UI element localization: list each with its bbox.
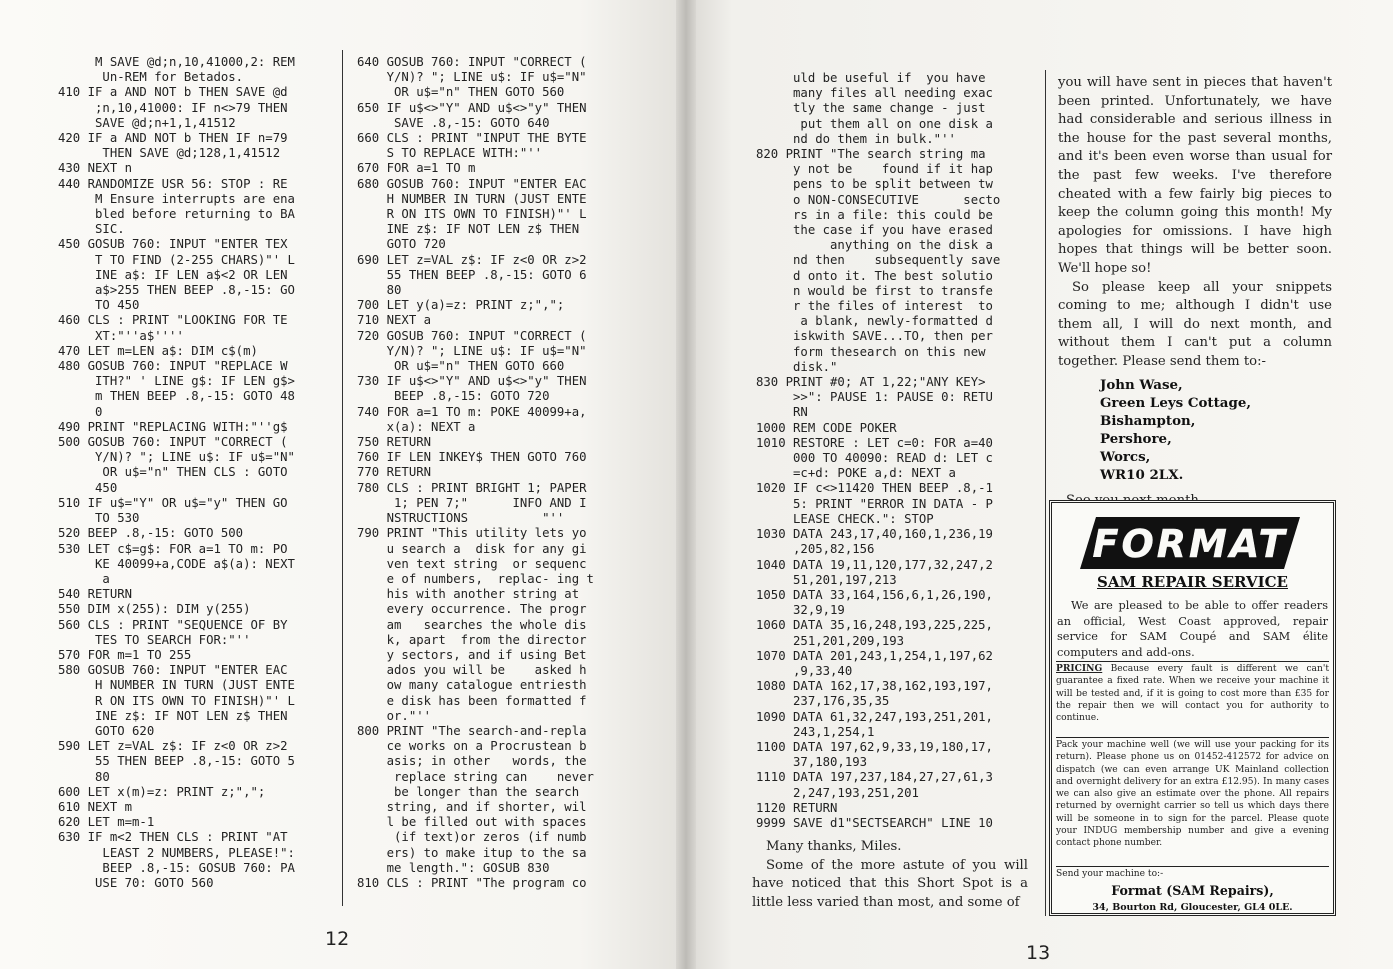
paragraph-2: you will have sent in pieces that haven't been printed. Unfortunately, we have had considerable and serious illness in the house for the past several months, and it's been even worse than usual for the past few weeks. I've therefore cheated with a few fairly big pieces to keep the column going this month! My apologies for omissions. I have high hopes that things will be better soon. We'll hope so! <box>1058 75 1332 276</box>
company-name: Format (SAM Repairs), <box>1111 883 1274 898</box>
format-logo <box>1078 515 1302 571</box>
address-line: Green Leys Cottage, <box>1100 394 1252 411</box>
page-number-right: 13 <box>1026 942 1051 964</box>
send-to-label: Send your machine to:- <box>1056 869 1164 879</box>
divider-rule <box>1056 866 1329 867</box>
address-line: John Wase, <box>1100 376 1183 393</box>
code-column-2: 640 GOSUB 760: INPUT "CORRECT ( Y/N)? "; LINE u$: IF u$="N" OR u$="n" THEN GOTO 560 650 IF u$<>"Y" AND u$<>"y" THEN SAVE .8,-15: GOTO 640 660 CLS : PRINT "INPUT THE BYTE S TO REPLACE WITH:"'' 670 FOR a=1 TO m 680 GOSUB 760: INPUT "ENTER EAC H NUMBER IN TURN (JUST ENTE R ON ITS OWN TO FINISH)"' L INE z$: IF NOT LEN z$ THEN GOTO 720 690 LET z=VAL z$: IF z<0 OR z>2 55 THEN BEEP .8,-15: GOTO 6 80 700 LET y(a)=z: PRINT z;","; 710 NEXT a 720 GOSUB 760: INPUT "CORRECT ( Y/N)? "; LINE u$: IF u$="N" OR u$="n" THEN GOTO 660 730 IF u$<>"Y" AND u$<>"y" THEN BEEP .8,-15: GOTO 720 740 FOR a=1 TO m: POKE 40099+a, x(a): NEXT a 750 RETURN 760 IF LEN INKEY$ THEN GOTO 760 770 RETURN 780 CLS : PRINT BRIGHT 1; PAPER 1; PEN 7;" INFO AND I NSTRUCTIONS "'' 790 PRINT "This utility lets yo u search a disk for any gi ven text string or sequenc e of numbers, replac- ing t his with another string at every occurrence. The progr am searches the whole dis k, apart from the director y sectors, and if using Bet ados you will be asked h ow many catalogue entriesth e disk has been formatted f or."'' 800 PRINT "The search-and-repla ce works on a Procrustean b asis; in other words, the replace string can never be longer than the search string, and if shorter, wil l be filled out with spaces (if text)or zeros (if numb ers) to make itup to the sa me length.": GOSUB 830 810 CLS : PRINT "The program co <box>357 55 594 890</box>
pricing-text: Because every fault is different we can't guarantee a fixed rate. When we receive your machine it will be tested and, if it is going to cost more than £35 for the repair then we will contact you for authority to continue. <box>1056 664 1329 724</box>
divider-rule <box>1056 737 1329 738</box>
address-line: Worcs, <box>1100 448 1151 465</box>
code-column-1: M SAVE @d;n,10,41000,2: REM Un-REM for Betados. 410 IF a AND NOT b THEN SAVE @d ;n,10,41000: IF n<>79 THEN SAVE @d;n+1,1,41512 420 IF a AND NOT b THEN IF n=79 THEN SAVE @d;128,1,41512 430 NEXT n 440 RANDOMIZE USR 56: STOP : RE M Ensure interrupts are ena bled before returning to BA SIC. 450 GOSUB 760: INPUT "ENTER TEX T TO FIND (2-255 CHARS)"' L INE a$: IF LEN a$<2 OR LEN a$>255 THEN BEEP .8,-15: GO TO 450 460 CLS : PRINT "LOOKING FOR TE XT:"''a$'''' 470 LET m=LEN a$: DIM c$(m) 480 GOSUB 760: INPUT "REPLACE W ITH?" ' LINE g$: IF LEN g$> m THEN BEEP .8,-15: GOTO 48 0 490 PRINT "REPLACING WITH:"''g$ 500 GOSUB 760: INPUT "CORRECT ( Y/N)? "; LINE u$: IF u$="N" OR u$="n" THEN CLS : GOTO 450 510 IF u$="Y" OR u$="y" THEN GO TO 530 520 BEEP .8,-15: GOTO 500 530 LET c$=g$: FOR a=1 TO m: PO KE 40099+a,CODE a$(a): NEXT a 540 RETURN 550 DIM x(255): DIM y(255) 560 CLS : PRINT "SEQUENCE OF BY TES TO SEARCH FOR:"'' 570 FOR m=1 TO 255 580 GOSUB 760: INPUT "ENTER EAC H NUMBER IN TURN (JUST ENTE R ON ITS OWN TO FINISH)"' L INE z$: IF NOT LEN z$ THEN GOTO 620 590 LET z=VAL z$: IF z<0 OR z>2 55 THEN BEEP .8,-15: GOTO 5 80 600 LET x(m)=z: PRINT z;","; 610 NEXT m 620 LET m=m-1 630 IF m<2 THEN CLS : PRINT "AT LEAST 2 NUMBERS, PLEASE!": BEEP .8,-15: GOSUB 760: PA USE 70: GOTO 560 <box>58 55 295 890</box>
column-divider-right <box>1045 70 1046 916</box>
format-repair-advert <box>1049 500 1336 916</box>
advert-intro-text: We are pleased to be able to offer readers an official, West Coast approved, repair service for SAM Coupé and SAM élite computers and add-ons. <box>1057 599 1328 659</box>
address-block <box>1100 376 1332 484</box>
advert-title: SAM REPAIR SERVICE <box>1097 573 1288 591</box>
divider-rule <box>1056 661 1329 662</box>
address-line: WR10 2LX. <box>1100 466 1184 483</box>
thanks-line: Many thanks, Miles. <box>766 839 902 854</box>
address-line: Bishampton, <box>1100 412 1196 429</box>
advert-intro <box>1057 598 1328 660</box>
address-line: Pershore, <box>1100 430 1172 447</box>
book-gutter <box>676 0 696 969</box>
pricing-section <box>1056 663 1329 724</box>
company-address: 34, Bourton Rd, Gloucester, GL4 0LE. <box>1092 902 1293 913</box>
pricing-label: PRICING <box>1056 663 1103 674</box>
code-column-3: uld be useful if you have many files all needing exac tly the same change - just put them all on one disk a nd do them in bulk."'' 820 PRINT "The search string ma y not be found if it hap pens to be split between tw o NON-CONSECUTIVE secto rs in a file: this could be the case if you have erased anything on the disk a nd then subsequently save d onto it. The best solutio n would be first to transfe r the files of interest to a blank, newly-formatted d iskwith SAVE...TO, then per form thesearch on this new disk." 830 PRINT #0; AT 1,22;"ANY KEY> >>": PAUSE 1: PAUSE 0: RETU RN 1000 REM CODE POKER 1010 RESTORE : LET c=0: FOR a=40 000 TO 40090: READ d: LET c =c+d: POKE a,d: NEXT a 1020 IF c<>11420 THEN BEEP .8,-1 5: PRINT "ERROR IN DATA - P LEASE CHECK.": STOP 1030 DATA 243,17,40,160,1,236,19 ,205,82,156 1040 DATA 19,11,120,177,32,247,2 51,201,197,213 1050 DATA 33,164,156,6,1,26,190, 32,9,19 1060 DATA 35,16,248,193,225,225, 251,201,209,193 1070 DATA 201,243,1,254,1,197,62 ,9,33,40 1080 DATA 162,17,38,162,193,197, 237,176,35,35 1090 DATA 61,32,247,193,251,201, 243,1,254,1 1100 DATA 197,62,9,33,19,180,17, 37,180,193 1110 DATA 197,237,184,27,27,61,3 2,247,193,251,201 1120 RETURN 9999 SAVE d1"SECTSEARCH" LINE 10 <box>756 71 1001 830</box>
packing-text: Pack your machine well (we will use your packing for its return). Please phone us on 01452-412572 for advice on dispatch (we can even arrange UK Mainland collection and overnight delivery for an extra £12.95). In many cases we can also give an estimate over the phone. All repairs returned by overnight carrier so tell us which days there will be someone in to sign for the parcel. Please quote your INDUG membership number and give a evening contact phone number. <box>1056 740 1329 849</box>
logo-text: FORMAT <box>1092 522 1288 566</box>
paragraph-1: Some of the more astute of you will have noticed that this Short Spot is a little less varied than most, and some of <box>752 857 1028 910</box>
prose-column-2 <box>1058 74 1332 510</box>
prose-column-1 <box>752 838 1028 912</box>
paragraph-3: So please keep all your snippets coming to me; although I didn't use them all, I will do next month, and without them I can't put a column together. Please send them to:- <box>1058 279 1332 369</box>
page-number-left: 12 <box>325 928 350 950</box>
column-divider <box>342 50 343 906</box>
